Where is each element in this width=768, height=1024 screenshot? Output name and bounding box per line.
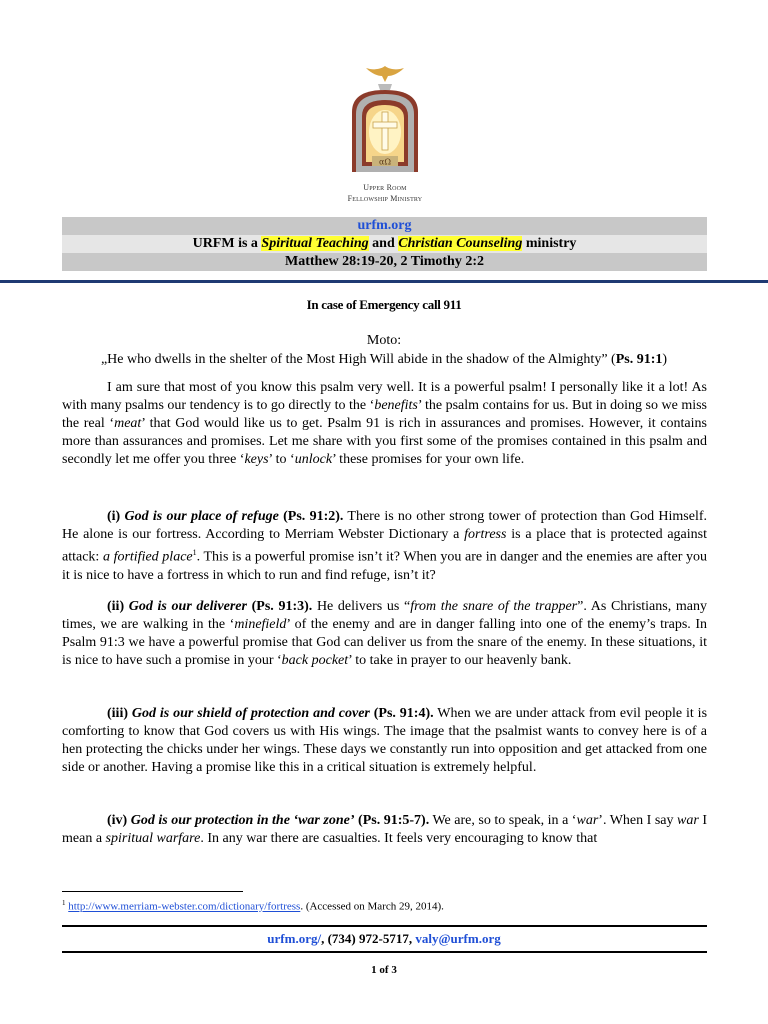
footer-divider-bottom (62, 951, 707, 953)
point-refuge-paragraph: (i) God is our place of refuge (Ps. 91:2). There is no other strong tower of protection than God Himself. He alone is our fortress. According to Merriam Webster Dictionary a fortress is a place that is protected against attack: a fortified place$^1$. This is a powerful promise isn’t it? When you are in danger and the enemies are after you it is nice to have a fortress in which to run and find refuge, isn’t it? (62, 509, 707, 583)
moto-quote: „He who dwells in the shelter of the Most High Will abide in the shadow of the Almighty” (Ps. 91:1) (100, 352, 668, 367)
moto-label: Moto: (366, 333, 402, 348)
tagline-highlight-teaching: Spiritual Teaching (261, 236, 369, 251)
tagline-banner (62, 235, 707, 253)
footnote-link[interactable]: http://www.merriam-webster.com/dictionary/fortress (68, 900, 301, 913)
footnote-divider (62, 891, 243, 892)
footnote-number: 1 (62, 899, 66, 907)
ministry-logo (342, 62, 428, 207)
verses-banner (62, 253, 707, 271)
header-divider (0, 280, 768, 283)
footer-phone: , (734) 972-5717, (321, 931, 416, 946)
footer-email-link[interactable]: valy@urfm.org (415, 931, 501, 946)
site-banner (62, 217, 707, 235)
footnote (62, 899, 444, 913)
tagline-mid: and (368, 236, 399, 251)
moto-block (0, 331, 768, 369)
footer-contact (0, 931, 768, 947)
svg-text:αΩ: αΩ (378, 157, 392, 167)
intro-paragraph: I am sure that most of you know this psalm very well. It is a powerful psalm! I personally like it a lot! As with many psalms our tendency is to go directly to the ‘benefits’ the psalm contains for us. But in doing so we miss the real ‘meat’ that God would like us to get. Psalm 91 is rich in assurances and promises. However, it contains more than assurances and promises. Let me share with you first some of the promises contained in this psalm and secondly let me offer you three ‘keys’ to ‘unlock’ these promises for your own life. (62, 380, 707, 467)
tagline-post: ministry (522, 236, 577, 251)
footnote-accessed: . (Accessed on March 29, 2014). (300, 900, 444, 913)
logo-caption-line2: Fellowship Ministry (347, 194, 423, 203)
logo-caption-line1: Upper Room (363, 183, 407, 192)
site-link[interactable]: urfm.org (357, 218, 412, 233)
tagline-highlight-counseling: Christian Counseling (398, 236, 523, 251)
footnote-ref[interactable]: 1 (192, 548, 197, 557)
moto-ref: Ps. 91:1 (615, 352, 663, 367)
point-war-zone-paragraph: (iv) God is our protection in the ‘war zone’ (Ps. 91:5-7). We are, so to speak, in a ‘war’. When I say war I mean a spiritual warfare. In any war there are casualties. It feels very encouraging to know that (62, 813, 708, 846)
page-number: 1 of 3 (371, 964, 397, 976)
point-deliverer-paragraph: (ii) God is our deliverer (Ps. 91:3). He delivers us “from the snare of the trapper”. As Christians, many times, we are walking in the ‘minefield’ of the enemy and are in danger falling into one of the enemy’s traps. In Psalm 91:3 we have a powerful promise that God can deliver us from the snare of the enemy. In these situations, it is nice to have such a promise in your ‘back pocket’ to take in prayer to our heavenly bank. (62, 599, 707, 668)
footer-site-link[interactable]: urfm.org/ (267, 931, 322, 946)
verses-text: Matthew 28:19-20, 2 Timothy 2:2 (285, 254, 484, 269)
church-window-icon (342, 62, 428, 182)
tagline-pre: URFM is a (192, 236, 262, 251)
page-title: In case of Emergency call 911 (306, 297, 462, 312)
point-shield-paragraph: (iii) God is our shield of protection and cover (Ps. 91:4). When we are under attack from evil people it is comforting to know that God covers us with His wings. The image that the psalmist wants to convey here is of a hen protecting the chicks under her wings. These days we constantly run into opposition and get attacked from one side or another. Having a promise like this in a critical situation is extremely helpful. (62, 706, 708, 775)
footer-divider-top (62, 925, 707, 927)
